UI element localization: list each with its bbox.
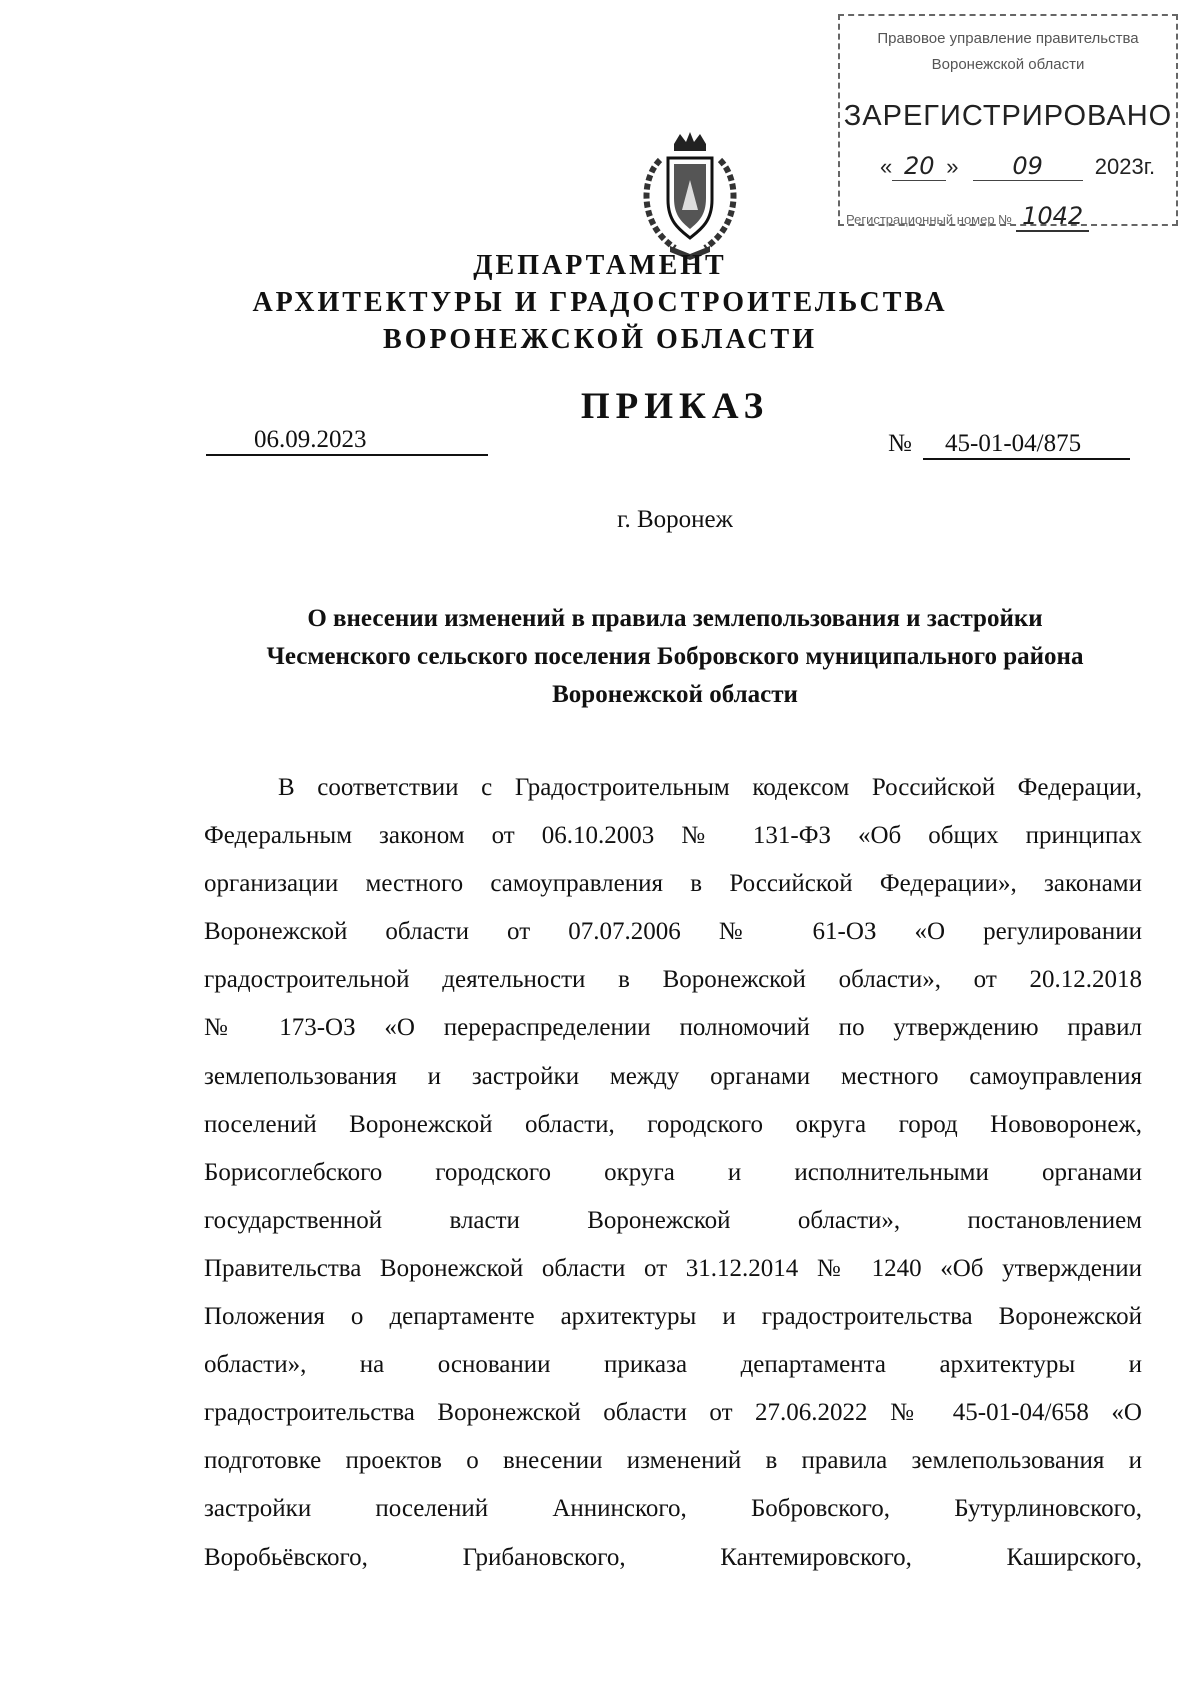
coat-of-arms-emblem [630,130,750,262]
department-title-line-3: ВОРОНЕЖСКОЙ ОБЛАСТИ [383,324,817,355]
body-line: градостроительства Воронежской области от 27.06.2022 № 45-01-04/658 «О [204,1399,1142,1427]
order-number: 45-01-04/875 [923,430,1130,460]
body-line: области», на основании приказа департамента архитектуры и [204,1351,1142,1379]
order-body-text [204,764,1142,1582]
stamp-date [880,152,1170,181]
body-line: № 173-ОЗ «О перераспределении полномочий по утверждению правил [204,1014,1142,1042]
stamp-year: 2023г. [1094,154,1156,179]
body-line: организации местного самоуправления в Российской Федерации», законами [204,870,1142,898]
stamp-date-open-quote: « [880,154,893,179]
body-line: Борисоглебского городского округа и исполнительными органами [204,1158,1142,1186]
department-title-line-2: АРХИТЕКТУРЫ И ГРАДОСТРОИТЕЛЬСТВА [252,287,948,318]
stamp-reg-number-label: Регистрационный номер № [846,212,1013,227]
stamp-month: 09 [973,152,1083,181]
document-type-title: ПРИКАЗ [580,386,770,427]
body-line: градостроительной деятельности в Воронежской области», от 20.12.2018 [204,966,1142,994]
body-line: Положения о департаменте архитектуры и градостроительства Воронежской [204,1303,1142,1331]
body-line: Правительства Воронежской области от 31.12.2014 № 1240 «Об утверждении [204,1254,1142,1282]
order-subject [200,600,1150,714]
city: г. Воронеж [617,506,733,533]
body-line: подготовке проектов о внесении изменений в правила землепользования и [204,1447,1142,1475]
body-line: В соответствии с Градостроительным кодексом Российской Федерации, [278,774,1142,801]
body-line: Воронежской области от 07.07.2006 № 61-ОЗ «О регулировании [204,918,1142,946]
subject-line: О внесении изменений в правила землепользования и застройки [307,605,1043,632]
body-line: государственной власти Воронежской области», постановлением [204,1206,1142,1234]
body-line: поселений Воронежской области, городского округа город Нововоронеж, [204,1110,1142,1138]
body-line: землепользования и застройки между органами местного самоуправления [204,1062,1142,1090]
stamp-org-line-2: Воронежской области [931,56,1085,73]
order-number-sign: № [888,430,912,457]
stamp-day: 20 [892,152,946,181]
body-line: Федеральным законом от 06.10.2003 № 131-ФЗ «Об общих принципах [204,822,1142,850]
body-line: Воробьёвского, Грибановского, Кантемировского, Каширского, [204,1543,1142,1571]
subject-line: Чесменского сельского поселения Бобровского муниципального района [266,643,1084,670]
subject-line: Воронежской области [552,681,798,708]
stamp-reg-number-row [846,202,1176,230]
order-date: 06.09.2023 [206,426,488,456]
stamp-reg-number: 1042 [1016,202,1089,232]
department-title-line-1: ДЕПАРТАМЕНТ [473,250,727,281]
stamp-registered-label: ЗАРЕГИСТРИРОВАНО [843,100,1173,132]
stamp-date-close-quote: » [946,154,959,179]
stamp-org-line-1: Правовое управление правительства [877,30,1139,47]
registration-stamp [838,14,1178,230]
body-line: застройки поселений Аннинского, Бобровского, Бутурлиновского, [204,1495,1142,1523]
